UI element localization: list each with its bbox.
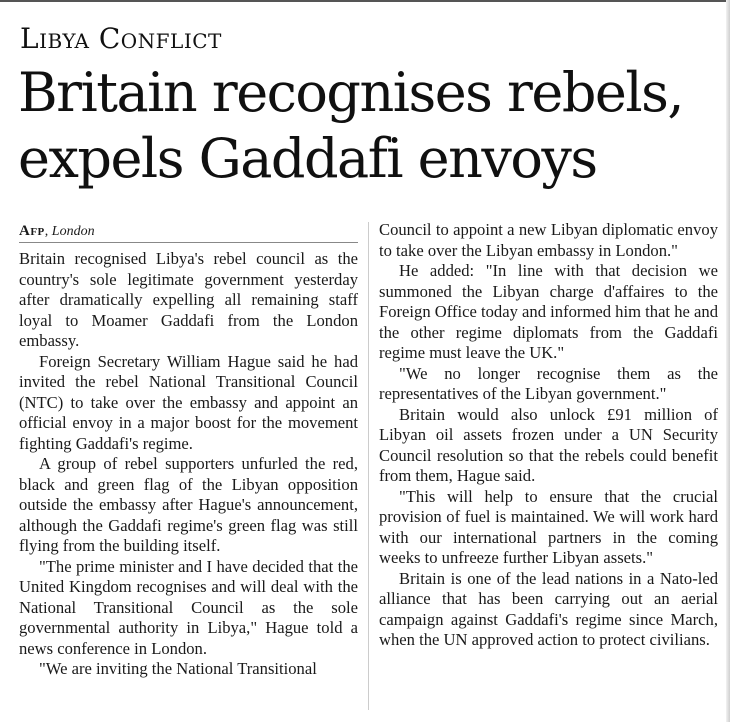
byline-agency: Afp	[19, 223, 45, 239]
section-kicker: Libya Conflict	[20, 22, 222, 55]
byline	[19, 220, 358, 243]
paragraph-right-1: Council to appoint a new Libyan diplomatic envoy to take over the Libyan embassy in London."	[379, 220, 718, 260]
paragraph-left-2: Foreign Secretary William Hague said he had invited the rebel National Transitional Council (NTC) to take over the embassy and appoint an official envoy in a major boost for the movement fighting Gaddafi's regime.	[19, 351, 358, 453]
paragraph-left-3: A group of rebel supporters unfurled the red, black and green flag of the Libyan opposition outside the embassy after Hague's announcement, although the Gaddafi regime's green flag was still flying from the building itself.	[19, 454, 358, 555]
top-rule	[0, 0, 730, 2]
article-column-right	[379, 220, 718, 651]
paragraph-left-4: "The prime minister and I have decided that the United Kingdom recognises and will deal with the National Transitional Council as the sole governmental authority in Libya," Hague told a news conference in London.	[19, 556, 358, 658]
paragraph-right-4: Britain would also unlock £91 million of Libyan oil assets frozen under a UN Security Council resolution so that the rebels could benefit from them, Hague said.	[379, 404, 718, 485]
paragraph-left-5: "We are inviting the National Transitional	[39, 659, 317, 678]
paragraph-right-5: "This will help to ensure that the crucial provision of fuel is maintained. We will work hard with our international partners in the coming weeks to unfreeze further Libyan assets."	[379, 486, 718, 567]
byline-location: London	[51, 224, 95, 239]
article-headline	[18, 60, 683, 192]
article-column-left	[19, 220, 358, 680]
headline-line-1: Britain recognises rebels,	[18, 61, 684, 124]
paragraph-right-6: Britain is one of the lead nations in a Nato-led alliance that has been carrying out an aerial campaign against Gaddafi's regime since March, when the UN approved action to protect civilians.	[379, 568, 718, 649]
headline-line-2: expels Gaddafi envoys	[18, 127, 597, 190]
column-divider	[368, 222, 369, 710]
paragraph-right-2: He added: "In line with that decision we summoned the Libyan charge d'affaires to the Foreign Office today and informed him that he and the other regime diplomats from the Gaddafi regime must leave the UK."	[379, 261, 718, 362]
page-edge-shadow	[726, 0, 730, 722]
byline-separator: ,	[44, 224, 49, 239]
paragraph-left-1: Britain recognised Libya's rebel council as the country's sole legitimate government yesterday after dramatically expelling all remaining staff loyal to Moamer Gaddafi from the London embassy.	[19, 249, 358, 350]
paragraph-right-3: "We no longer recognise them as the representatives of the Libyan government."	[379, 363, 718, 403]
